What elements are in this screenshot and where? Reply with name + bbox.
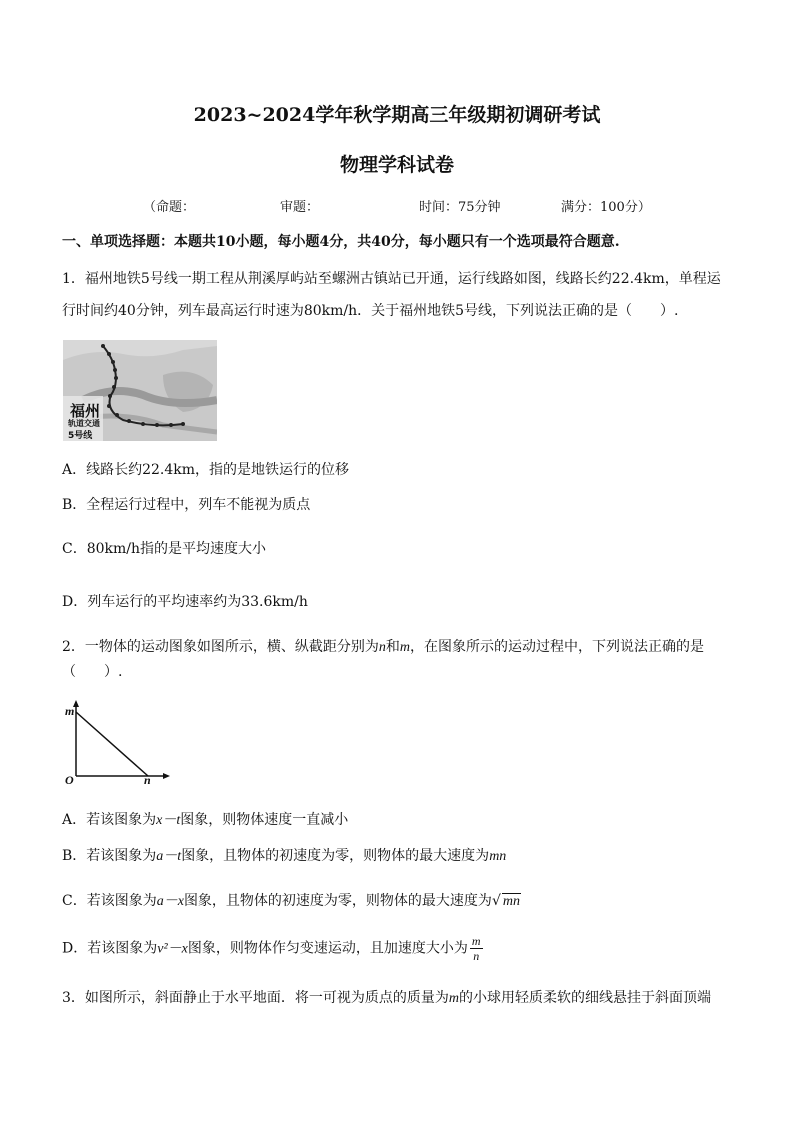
q3-stem-part2: 的小球用轻质柔软的细线悬挂于斜面顶端 bbox=[459, 990, 712, 1006]
exam-title: 2023~2024学年秋学期高三年级期初调研考试 bbox=[193, 104, 601, 126]
q3-stem-part1: 3．如图所示，斜面静止于水平地面．将一可视为质点的质量为 bbox=[62, 990, 449, 1006]
exam-subtitle: 物理学科试卷 bbox=[339, 154, 454, 176]
q2-option-b bbox=[62, 845, 506, 865]
sqrt-symbol: √ bbox=[491, 893, 501, 909]
q2-option-b-expr: a－t bbox=[156, 849, 182, 864]
q2-var-m: m bbox=[399, 640, 411, 655]
q1-stem-line1: 1．福州地铁5号线一期工程从荆溪厚屿站至螺洲古镇站已开通，运行线路如图，线路长约22.4km，单程运 bbox=[62, 271, 721, 287]
meta-author: （命题： bbox=[143, 200, 196, 215]
q1-option-b: B．全程运行过程中，列车不能视为质点 bbox=[62, 497, 311, 513]
q2-option-b-prefix: B．若该图象为 bbox=[62, 848, 157, 864]
map-label-line: 5号线 bbox=[68, 431, 93, 441]
q2-option-a bbox=[62, 809, 348, 829]
q2-option-d-fraction bbox=[470, 934, 483, 963]
q2-option-b-value: mn bbox=[489, 849, 507, 864]
q1-option-c: C．80km/h指的是平均速度大小 bbox=[62, 541, 267, 557]
q2-stem-part1: 2．一物体的运动图象如图所示，横、纵截距分别为 bbox=[62, 639, 379, 655]
graph-x-intercept-label: n bbox=[144, 773, 151, 787]
q3-var-m: m bbox=[448, 991, 460, 1006]
q2-option-c-text: 图象，且物体的初速度为零，则物体的最大速度为 bbox=[183, 893, 492, 909]
graph-y-intercept-label: m bbox=[65, 704, 75, 718]
q2-option-d bbox=[62, 934, 483, 963]
q2-option-c-value: mn bbox=[502, 894, 520, 909]
q2-option-d-expr: v²－x bbox=[157, 941, 188, 957]
q2-stem-part2: 和 bbox=[385, 639, 400, 655]
q2-option-c-expr: a－x bbox=[156, 894, 184, 909]
q2-var-n: n bbox=[378, 640, 386, 655]
q1-stem-line2: 行时间约40分钟，列车最高运行时速为80km/h．关于福州地铁5号线，下列说法正确的是（ ）. bbox=[62, 303, 679, 319]
meta-reviewer: 审题： bbox=[280, 200, 320, 215]
q2-option-a-expr: x－t bbox=[156, 813, 181, 828]
graph-origin-label: O bbox=[65, 773, 74, 787]
motion-graph bbox=[62, 700, 172, 785]
map-label-city: 福州 bbox=[70, 402, 101, 420]
q2-stem-line2: （ ）. bbox=[62, 664, 123, 680]
meta-time: 时间：75分钟 bbox=[419, 200, 501, 215]
q2-option-c-prefix: C．若该图象为 bbox=[62, 893, 157, 909]
map-label-transit: 轨道交通 bbox=[68, 419, 100, 428]
q2-option-d-prefix: D．若该图象为 bbox=[62, 940, 158, 957]
q3-stem-line1 bbox=[62, 987, 711, 1007]
fraction-denominator: n bbox=[473, 949, 480, 963]
q1-option-a: A．线路长约22.4km，指的是地铁运行的位移 bbox=[62, 462, 350, 478]
q1-option-d: D．列车运行的平均速率约为33.6km/h bbox=[62, 594, 308, 610]
q2-option-a-text: 图象，则物体速度一直减小 bbox=[180, 812, 349, 828]
q2-stem-line1 bbox=[62, 636, 704, 656]
q2-option-a-prefix: A．若该图象为 bbox=[62, 812, 157, 828]
q2-option-c bbox=[62, 890, 521, 910]
q2-option-d-text: 图象，则物体作匀变速运动，且加速度大小为 bbox=[187, 940, 468, 957]
section-heading: 一、单项选择题：本题共10小题，每小题4分，共40分，每小题只有一个选项最符合题意. bbox=[62, 234, 620, 250]
meta-score: 满分：100分） bbox=[561, 200, 651, 215]
metro-map-figure bbox=[63, 340, 217, 441]
q2-option-b-text: 图象，且物体的初速度为零，则物体的最大速度为 bbox=[181, 848, 490, 864]
q2-stem-part3: ，在图象所示的运动过程中，下列说法正确的是 bbox=[410, 639, 705, 655]
fraction-numerator: m bbox=[471, 934, 481, 948]
